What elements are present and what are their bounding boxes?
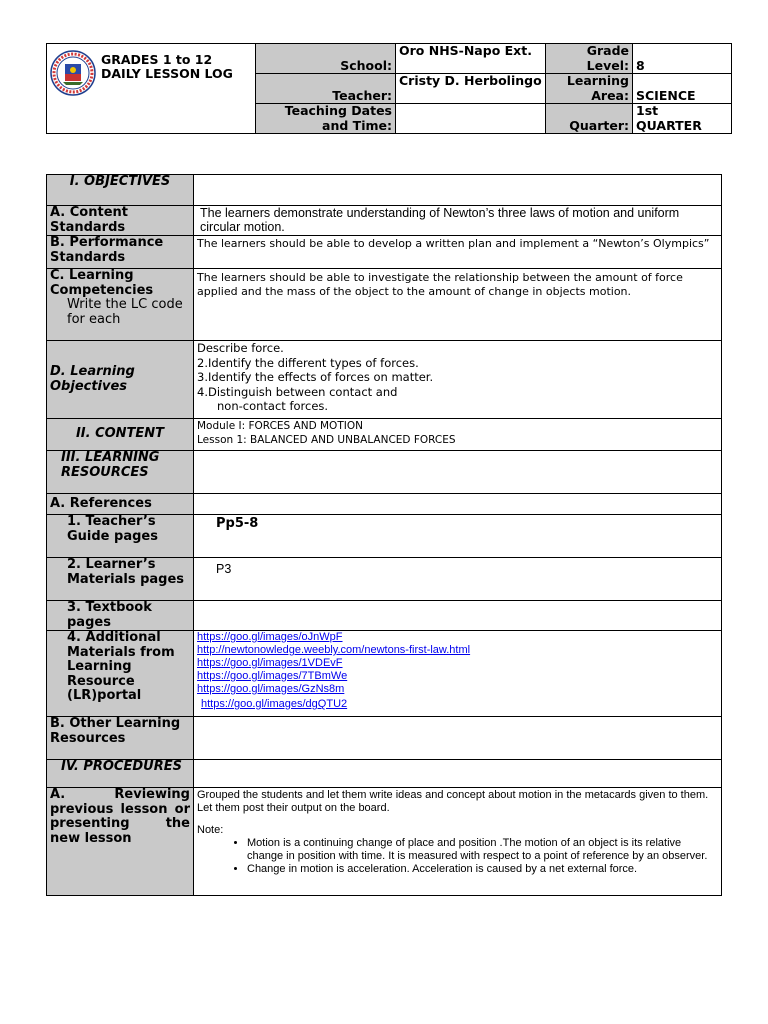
learning-objectives-list [194, 341, 722, 419]
references-value [194, 494, 722, 515]
grade-value: 8 [633, 44, 732, 74]
header-title-line1: GRADES 1 to 12 [101, 52, 213, 67]
row-teachers-guide [47, 515, 722, 558]
area-value: SCIENCE [633, 74, 732, 104]
header-table [46, 43, 732, 134]
area-label: Learning Area: [546, 74, 633, 104]
row-competencies [47, 269, 722, 341]
objective-item: 3.Identify the effects of forces on matter. [197, 370, 434, 384]
learning-objectives-label: D. Learning Objectives [47, 341, 194, 419]
content-lesson: Lesson 1: BALANCED AND UNBALANCED FORCES [197, 434, 456, 446]
reviewing-label: A. Reviewing previous lesson or presenting the new lesson [47, 788, 194, 896]
reviewing-note: Note: [197, 824, 224, 836]
teachers-guide-pages: Pp5-8 [194, 515, 722, 558]
school-value: Oro NHS-Napo Ext. [396, 44, 546, 74]
row-content-standards [47, 206, 722, 236]
resources-value [194, 451, 722, 494]
textbook-pages [194, 601, 722, 631]
teachers-guide-label: 1. Teacher’s Guide pages [47, 515, 194, 558]
procedures-label: IV. PROCEDURES [47, 760, 194, 788]
objectives-value [194, 175, 722, 206]
references-label: A. References [47, 494, 194, 515]
header-title-line2: DAILY LESSON LOG [101, 66, 233, 81]
dates-label: Teaching Dates and Time: [256, 104, 396, 134]
competencies-label-cell [47, 269, 194, 341]
school-label: School: [256, 44, 396, 74]
content-label: II. CONTENT [47, 419, 194, 451]
row-performance-standards [47, 236, 722, 269]
teacher-label: Teacher: [256, 74, 396, 104]
additional-links [194, 631, 722, 717]
objective-item: Describe force. [197, 341, 284, 355]
row-learners-materials [47, 558, 722, 601]
other-resources-label: B. Other Learning Resources [47, 717, 194, 760]
row-other-resources [47, 717, 722, 760]
performance-standards-text: The learners should be able to develop a written plan and implement a “Newton’s Olympics” [194, 236, 722, 269]
objective-item: 2.Identify the different types of forces. [197, 355, 419, 370]
objective-item: 4.Distinguish between contact and [197, 384, 398, 399]
resource-link[interactable]: https://goo.gl/images/7TBmWe [197, 670, 348, 682]
competencies-sub: Write the LC code for each [67, 297, 183, 327]
other-resources-value [194, 717, 722, 760]
additional-materials-label: 4. Additional Materials from Learning Resource (LR)portal [47, 631, 194, 717]
teacher-value: Cristy D. Herbolingo [396, 74, 546, 104]
content-module: Module I: FORCES AND MOTION [197, 420, 363, 432]
row-learning-objectives [47, 341, 722, 419]
bullet-item: • Change in motion is acceleration. Acceleration is caused by a net external force. [247, 863, 718, 876]
competencies-label: C. Learning Competencies [50, 268, 154, 298]
content-cell [194, 419, 722, 451]
reviewing-intro: Grouped the students and let them write ideas and concept about motion in the metacards given to them. Let them post their output on the board. [197, 789, 709, 814]
resource-link[interactable]: http://newtonowledge.weebly.com/newtons-first-law.html [197, 644, 471, 656]
row-references [47, 494, 722, 515]
reviewing-bullets [197, 837, 718, 876]
resource-link[interactable]: https://goo.gl/images/1VDEvF [197, 657, 343, 669]
row-procedures [47, 760, 722, 788]
performance-standards-label: B. Performance Standards [47, 236, 194, 269]
procedures-value [194, 760, 722, 788]
row-resources [47, 451, 722, 494]
textbook-label: 3. Textbook pages [47, 601, 194, 631]
row-content [47, 419, 722, 451]
row-reviewing [47, 788, 722, 896]
lesson-log-table [46, 174, 722, 896]
learners-materials-label: 2. Learner’s Materials pages [47, 558, 194, 601]
row-additional-materials [47, 631, 722, 717]
bullet-item: • Motion is a continuing change of place and position .The motion of an object is its relative change in position with time. It is measured with respect to a point of reference by an observer. [247, 837, 718, 863]
dates-value [396, 104, 546, 134]
resource-link[interactable]: https://goo.gl/images/dgQTU2 [201, 698, 348, 710]
resources-label: III. LEARNING RESOURCES [47, 451, 194, 494]
content-standards-text: The learners demonstrate understanding of Newton’s three laws of motion and uniform circular motion. [194, 206, 722, 236]
content-standards-label: A. Content Standards [47, 206, 194, 236]
quarter-value: 1st QUARTER [633, 104, 732, 134]
deped-seal-icon [50, 50, 96, 96]
row-objectives [47, 175, 722, 206]
objective-item: non-contact forces. [217, 399, 329, 413]
resource-link[interactable]: https://goo.gl/images/oJnWpF [197, 631, 343, 643]
resource-link[interactable]: https://goo.gl/images/GzNs8m [197, 683, 345, 695]
row-textbook [47, 601, 722, 631]
learners-materials-pages: P3 [194, 558, 722, 601]
reviewing-cell [194, 788, 722, 896]
header-logo-cell [47, 44, 256, 134]
competencies-text: The learners should be able to investigate the relationship between the amount of force applied and the mass of the object to the amount of change in objects motion. [194, 269, 722, 341]
objectives-label: I. OBJECTIVES [47, 175, 194, 206]
quarter-label: Quarter: [546, 104, 633, 134]
grade-label: Grade Level: [546, 44, 633, 74]
